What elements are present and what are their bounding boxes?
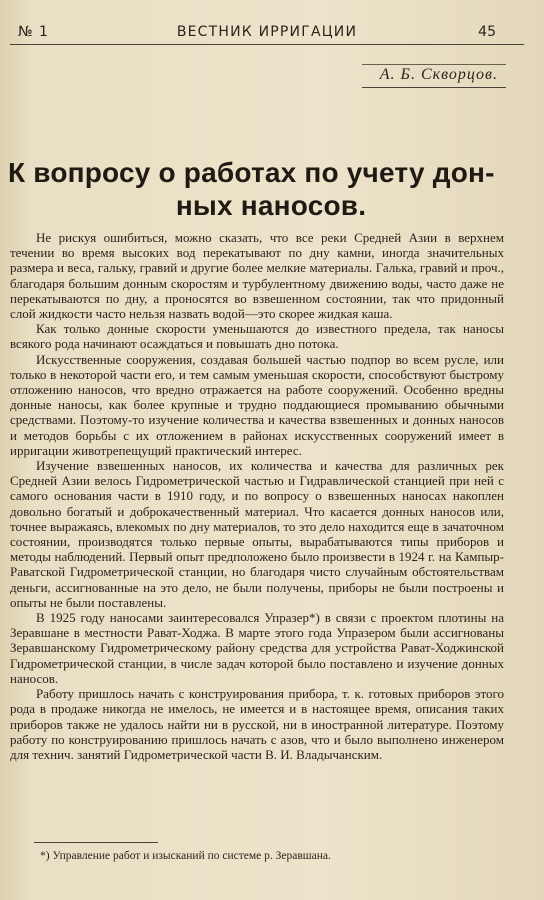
article-title-line-1: К вопросу о работах по учету дон- <box>8 157 495 188</box>
paragraph-3: Искусственные сооружения, создавая большей частью подпор во всем русле, или только в некоторой части его, и тем самым уменьшая скорости, способствуют быстрому отложению наносов, что вредно отражается на работе сооружений. Особенно вредны донные наносы, как более крупные и трудно поддающиеся промыванию обычными средствами. Поэтому-то изучение количества и качества взвешенных и донных наносов и методов борьбы с их отложением в районах искусственных сооружений имеет в ирригации животрепещущий практический интерес. <box>10 351 504 458</box>
article-title <box>8 156 534 222</box>
article-body <box>10 230 504 762</box>
paragraph-2: Как только донные скорости уменьшаются до известного предела, так наносы всякого рода начинают осаждаться и повышать дно потока. <box>10 321 504 352</box>
paragraph-5: В 1925 году наносами заинтересовался Упразер*) в связи с проектом плотины на Зеравшане в местности Рават-Ходжа. В марте этого года Упразером были ассигнованы Зеравшанскому Гидрометрическому району средства для устройства Рават-Ходжинской Гидрометрической станции, в числе задач которой было поставлено и изучение донных наносов. <box>10 610 504 686</box>
paragraph-1: Не рискуя ошибиться, можно сказать, что все реки Средней Азии в верхнем течении во время высоких вод перекатывают по дну камни, иногда значительных размера и веса, гальку, гравий и другие более мелкие материалы. Галька, гравий и проч., благодаря большим донным скоростям и турбулентному движению воды, часто даже не перекатываются по дну, а проносятся во взвешенном состоянии, так что придонный слой жидкости часто нельзя назвать водой—это скорее жидкая каша. <box>10 230 504 322</box>
paragraph-6: Работу пришлось начать с конструирования прибора, т. к. готовых приборов этого рода в продаже никогда не имелось, не имеется и в настоящее время, описания таких приборов также не удалось найти ни в русской, ни в иностранной литературе. Поэтому работу по конструированию пришлось начать с азов, что и было выполнено инженером для технич. занятий Гидрометрической части В. И. Владычанским. <box>10 686 504 762</box>
footnote: *) Управление работ и изысканий по системе р. Зеравшана. <box>40 850 331 862</box>
author-name: А. Б. Скворцов. <box>379 66 498 83</box>
issue-number: № 1 <box>18 24 49 40</box>
paragraph-4: Изучение взвешенных наносов, их количества и качества для различных рек Средней Азии велось Гидрометрической частью и Гидравлической станцией при ней с самого основания части в 1910 году, и по вопросу о взвешенных наносах накоплен довольно богатый и доброкачественный материал. Что касается донных наносов или, точнее выражаясь, влекомых по дну материалов, то это дело находится еще в зачаточном состоянии, производятся только первые опыты, вырабатываются типы приборов и методы наблюдений. Первый опыт предположено было произвести в 1924 г. на Кампыр-Раватской Гидрометрической станции, но благодаря чисто случайным обстоятельствам деньги, ассигнованные на это дело, не были получены, приборы не были построены и опыты не были поставлены. <box>10 458 504 610</box>
author-block <box>362 64 506 88</box>
article-title-line-2: ных наносов. <box>175 190 367 221</box>
journal-title: ВЕСТНИК ИРРИГАЦИИ <box>176 24 358 40</box>
footnote-rule <box>34 842 158 843</box>
running-header <box>10 22 524 45</box>
page-number: 45 <box>478 24 496 40</box>
